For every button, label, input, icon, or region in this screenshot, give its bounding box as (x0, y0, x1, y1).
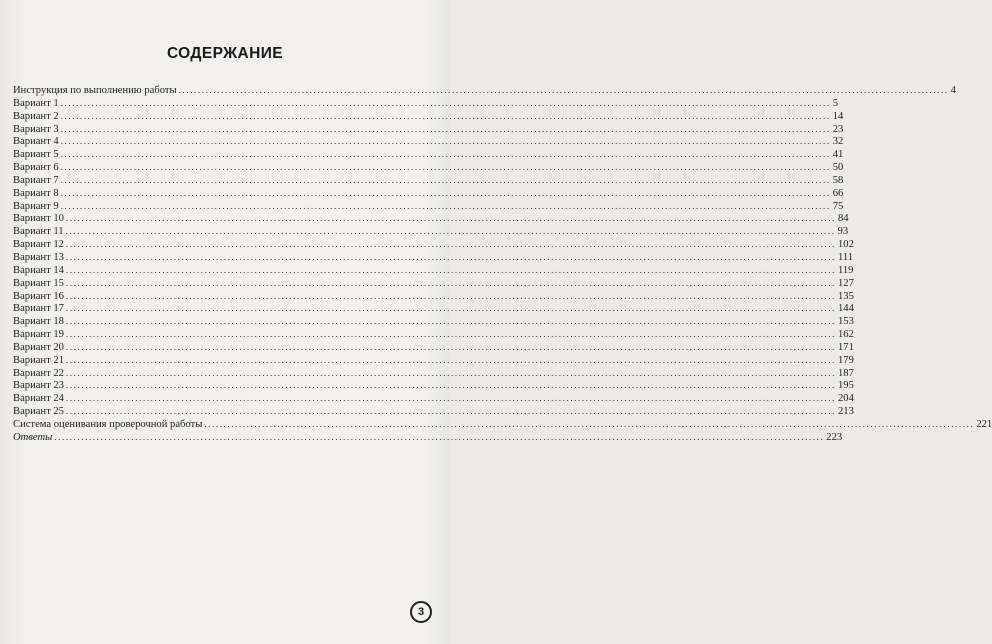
dot-leader: ........................................................................................................................................................................................................ (60, 187, 831, 198)
toc-entry-label: Вариант 1 (13, 97, 59, 109)
toc-entry-label: Вариант 7 (13, 174, 59, 186)
dot-leader: ........................................................................................................................................................................................................ (65, 264, 836, 275)
toc-entry (13, 341, 854, 354)
dot-leader: ........................................................................................................................................................................................................ (65, 303, 836, 314)
toc-entry-page-number: 14 (832, 110, 844, 122)
toc-entry-label: Вариант 9 (13, 200, 59, 212)
dot-leader: ........................................................................................................................................................................................................ (65, 354, 836, 365)
toc-entry-page-number: 162 (837, 329, 854, 341)
toc-entry-label: Вариант 22 (13, 367, 64, 379)
toc-entry (13, 315, 854, 328)
dot-leader: ........................................................................................................................................................................................................ (65, 341, 836, 352)
dot-leader: ........................................................................................................................................................................................................ (65, 329, 836, 340)
toc-entry (13, 392, 854, 405)
toc-entry (13, 123, 844, 136)
toc-entry-page-number: 58 (832, 174, 844, 186)
dot-leader: ........................................................................................................................................................................................................ (60, 149, 831, 160)
toc-entry-label: Вариант 10 (13, 213, 64, 225)
dot-leader: ........................................................................................................................................................................................................ (60, 110, 831, 121)
toc-entry-label: Вариант 8 (13, 187, 59, 199)
toc-entry (13, 379, 854, 392)
dot-leader: ........................................................................................................................................................................................................ (65, 316, 836, 327)
toc-entry-page-number: 5 (832, 97, 838, 109)
toc-entry (13, 200, 844, 213)
toc-entry (13, 97, 838, 110)
toc-entry (13, 238, 854, 251)
toc-entry-page-number: 50 (832, 162, 844, 174)
toc-entry-label: Вариант 19 (13, 329, 64, 341)
toc-entry-page-number: 187 (837, 367, 854, 379)
toc-entry-page-number: 171 (837, 341, 854, 353)
toc-entry (13, 290, 854, 303)
toc-entry (13, 174, 844, 187)
page-number-badge: 3 (410, 601, 432, 623)
toc-entry-page-number: 221 (976, 418, 992, 430)
toc-entry-page-number: 75 (832, 200, 844, 212)
dot-leader: ........................................................................................................................................................................................................ (60, 136, 831, 147)
dot-leader: ........................................................................................................................................................................................................ (60, 200, 831, 211)
toc-entry (13, 328, 854, 341)
toc-entry (13, 161, 844, 174)
toc-entry (13, 431, 843, 444)
toc-entry-page-number: 204 (837, 393, 854, 405)
toc-entry-label: Вариант 25 (13, 406, 64, 418)
toc-entry-page-number: 127 (837, 277, 854, 289)
toc-entry-label: Вариант 23 (13, 380, 64, 392)
toc-entry-page-number: 84 (837, 213, 849, 225)
toc-entry-label: Вариант 3 (13, 123, 59, 135)
toc-entry-page-number: 23 (832, 123, 844, 135)
dot-leader: ........................................................................................................................................................................................................ (54, 431, 825, 442)
table-of-contents (13, 84, 992, 444)
toc-entry-label: Вариант 14 (13, 264, 64, 276)
dot-leader: ........................................................................................................................................................................................................ (60, 97, 831, 108)
toc-entry-page-number: 153 (837, 316, 854, 328)
toc-entry-label: Вариант 16 (13, 290, 64, 302)
toc-entry (13, 302, 854, 315)
toc-entry-page-number: 223 (826, 431, 843, 443)
dot-leader: ........................................................................................................................................................................................................ (65, 213, 836, 224)
dot-leader: ........................................................................................................................................................................................................ (65, 239, 836, 250)
toc-entry (13, 110, 844, 123)
page-title: СОДЕРЖАНИЕ (166, 45, 284, 62)
dot-leader: ........................................................................................................................................................................................................ (65, 406, 836, 417)
toc-entry-page-number: 135 (837, 290, 854, 302)
dot-leader: ........................................................................................................................................................................................................ (65, 290, 836, 301)
toc-entry-label: Вариант 5 (13, 149, 59, 161)
toc-entry-label: Инструкция по выполнению работы (13, 85, 177, 96)
toc-entry (13, 84, 956, 97)
dot-leader: ........................................................................................................................................................................................................ (65, 367, 836, 378)
dot-leader: ........................................................................................................................................................................................................ (60, 162, 831, 173)
toc-entry-page-number: 111 (837, 251, 854, 263)
toc-entry-page-number: 213 (837, 406, 854, 418)
toc-entry (13, 277, 854, 290)
dot-leader: ........................................................................................................................................................................................................ (65, 277, 836, 288)
dot-leader: ........................................................................................................................................................................................................ (65, 251, 836, 262)
toc-entry-label: Вариант 13 (13, 251, 64, 263)
toc-entry-page-number: 66 (832, 187, 844, 199)
toc-entry (13, 135, 844, 148)
toc-entry-label: Вариант 18 (13, 316, 64, 328)
toc-entry (13, 354, 854, 367)
toc-entry-page-number: 179 (837, 354, 854, 366)
toc-entry (13, 212, 849, 225)
toc-entry (13, 264, 854, 277)
toc-entry (13, 405, 854, 418)
toc-entry-page-number: 4 (950, 85, 956, 96)
toc-entry-label: Вариант 17 (13, 303, 64, 315)
toc-entry-label: Вариант 6 (13, 162, 59, 174)
toc-entry-page-number: 41 (832, 149, 844, 161)
toc-entry (13, 418, 992, 431)
toc-entry-label: Вариант 2 (13, 110, 59, 122)
toc-entry (13, 367, 854, 380)
toc-entry-label: Вариант 12 (13, 239, 64, 251)
toc-entry (13, 225, 849, 238)
dot-leader: ........................................................................................................................................................................................................ (204, 418, 975, 429)
toc-entry-page-number: 119 (837, 264, 854, 276)
dot-leader: ........................................................................................................................................................................................................ (60, 174, 831, 185)
toc-entry (13, 148, 844, 161)
dot-leader: ........................................................................................................................................................................................................ (65, 393, 836, 404)
toc-entry-page-number: 102 (837, 239, 854, 251)
dot-leader: ........................................................................................................................................................................................................ (178, 85, 949, 95)
toc-entry-label: Вариант 4 (13, 136, 59, 148)
dot-leader: ........................................................................................................................................................................................................ (65, 226, 836, 237)
toc-entry-label: Вариант 21 (13, 354, 64, 366)
toc-entry (13, 187, 844, 200)
toc-entry-page-number: 144 (837, 303, 854, 315)
toc-entry-page-number: 93 (837, 226, 849, 238)
toc-entry-label: Система оценивания проверочной работы (13, 418, 203, 430)
toc-entry (13, 251, 854, 264)
toc-entry-label: Вариант 11 (13, 226, 64, 238)
toc-entry-page-number: 32 (832, 136, 844, 148)
toc-entry-label: Вариант 24 (13, 393, 64, 405)
toc-entry-label: Ответы (13, 431, 53, 443)
toc-entry-label: Вариант 15 (13, 277, 64, 289)
dot-leader: ........................................................................................................................................................................................................ (60, 123, 831, 134)
toc-entry-label: Вариант 20 (13, 341, 64, 353)
dot-leader: ........................................................................................................................................................................................................ (65, 380, 836, 391)
toc-entry-page-number: 195 (837, 380, 854, 392)
